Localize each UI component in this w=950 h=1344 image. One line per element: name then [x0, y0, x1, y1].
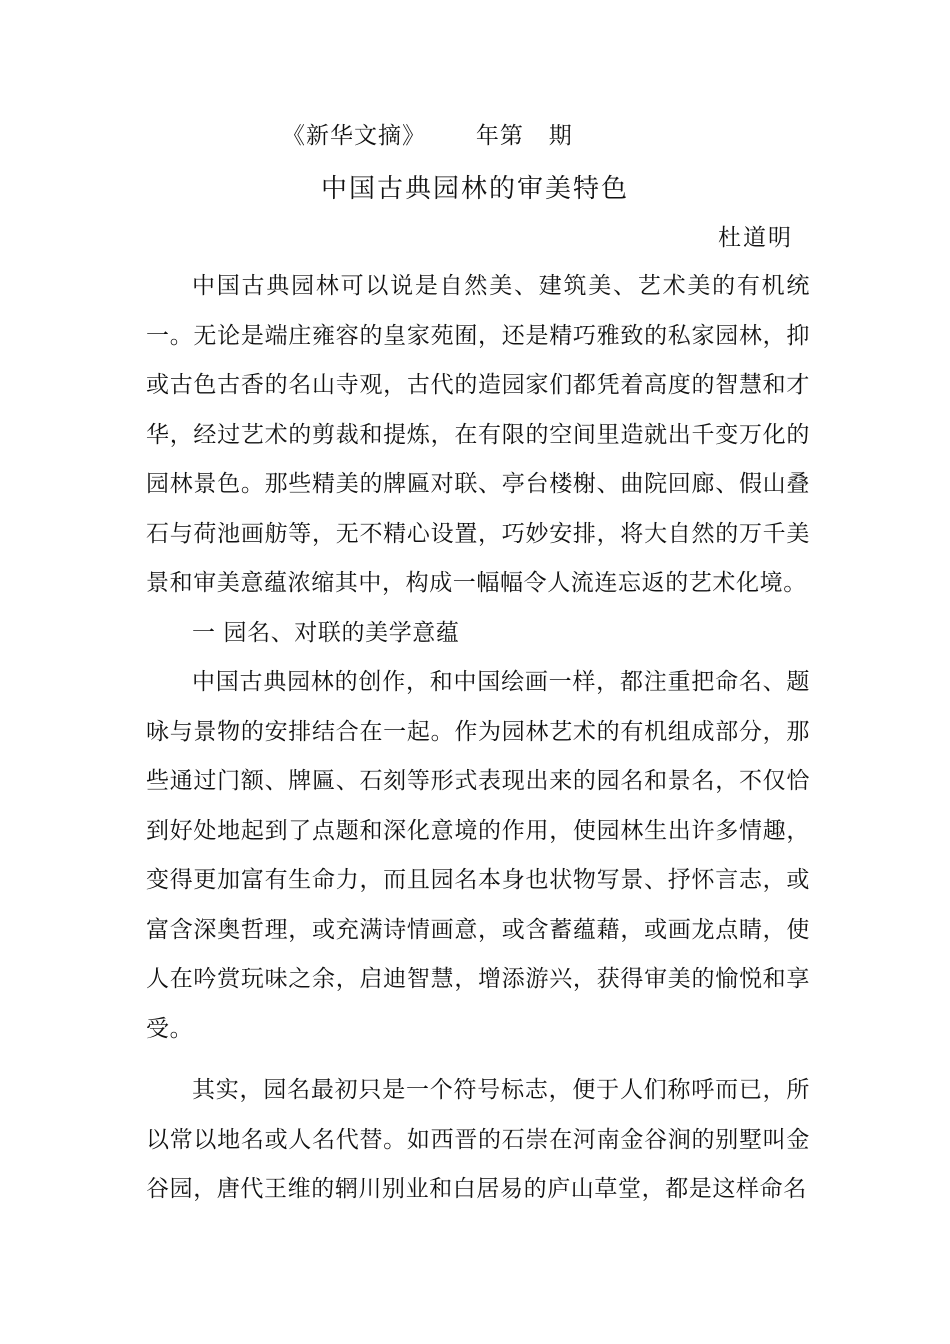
- section-heading: 一 园名、对联的美学意蕴: [192, 619, 460, 646]
- paragraph-intro: 中国古典园林可以说是自然美、建筑美、艺术美的有机统一。无论是端庄雍容的皇家苑囿，还是精巧雅致的私家园林，抑或古色古香的名山寺观，古代的造园家们都凭着高度的智慧和才华，经过艺术的剪裁和提炼，在有限的空间里造就出千变万化的园林景色。那些精美的牌匾对联、亭台楼榭、曲院回廊、假山叠石与荷池画舫等，无不精心设置，巧妙安排，将大自然的万千美景和审美意蕴浓缩其中，构成一幅幅令人流连忘返的艺术化境。: [146, 273, 810, 596]
- source-line: 《新华文摘》 年第 期: [282, 123, 573, 149]
- article-title: 中国古典园林的审美特色: [320, 174, 629, 204]
- paragraph-garden-names: 其实，园名最初只是一个符号标志，便于人们称呼而已，所以常以地名或人名代替。如西晋的石崇在河南金谷涧的别墅叫金谷园，唐代王维的辋川别业和白居易的庐山草堂，都是这样命名: [146, 1077, 810, 1202]
- paragraph-section-one: 中国古典园林的创作，和中国绘画一样，都注重把命名、题咏与景物的安排结合在一起。作为园林艺术的有机组成部分，那些通过门额、牌匾、石刻等形式表现出来的园名和景名，不仅恰到好处地起到了点题和深化意境的作用，使园林生出许多情趣，变得更加富有生命力，而且园名本身也状物写景、抒怀言志，或富含深奥哲理，或充满诗情画意，或含蓄蕴藉，或画龙点睛，使人在吟赏玩味之余，启迪智慧，增添游兴，获得审美的愉悦和享受。: [146, 669, 810, 1042]
- article-body: [146, 262, 810, 1215]
- author-name: 杜道明: [718, 225, 793, 251]
